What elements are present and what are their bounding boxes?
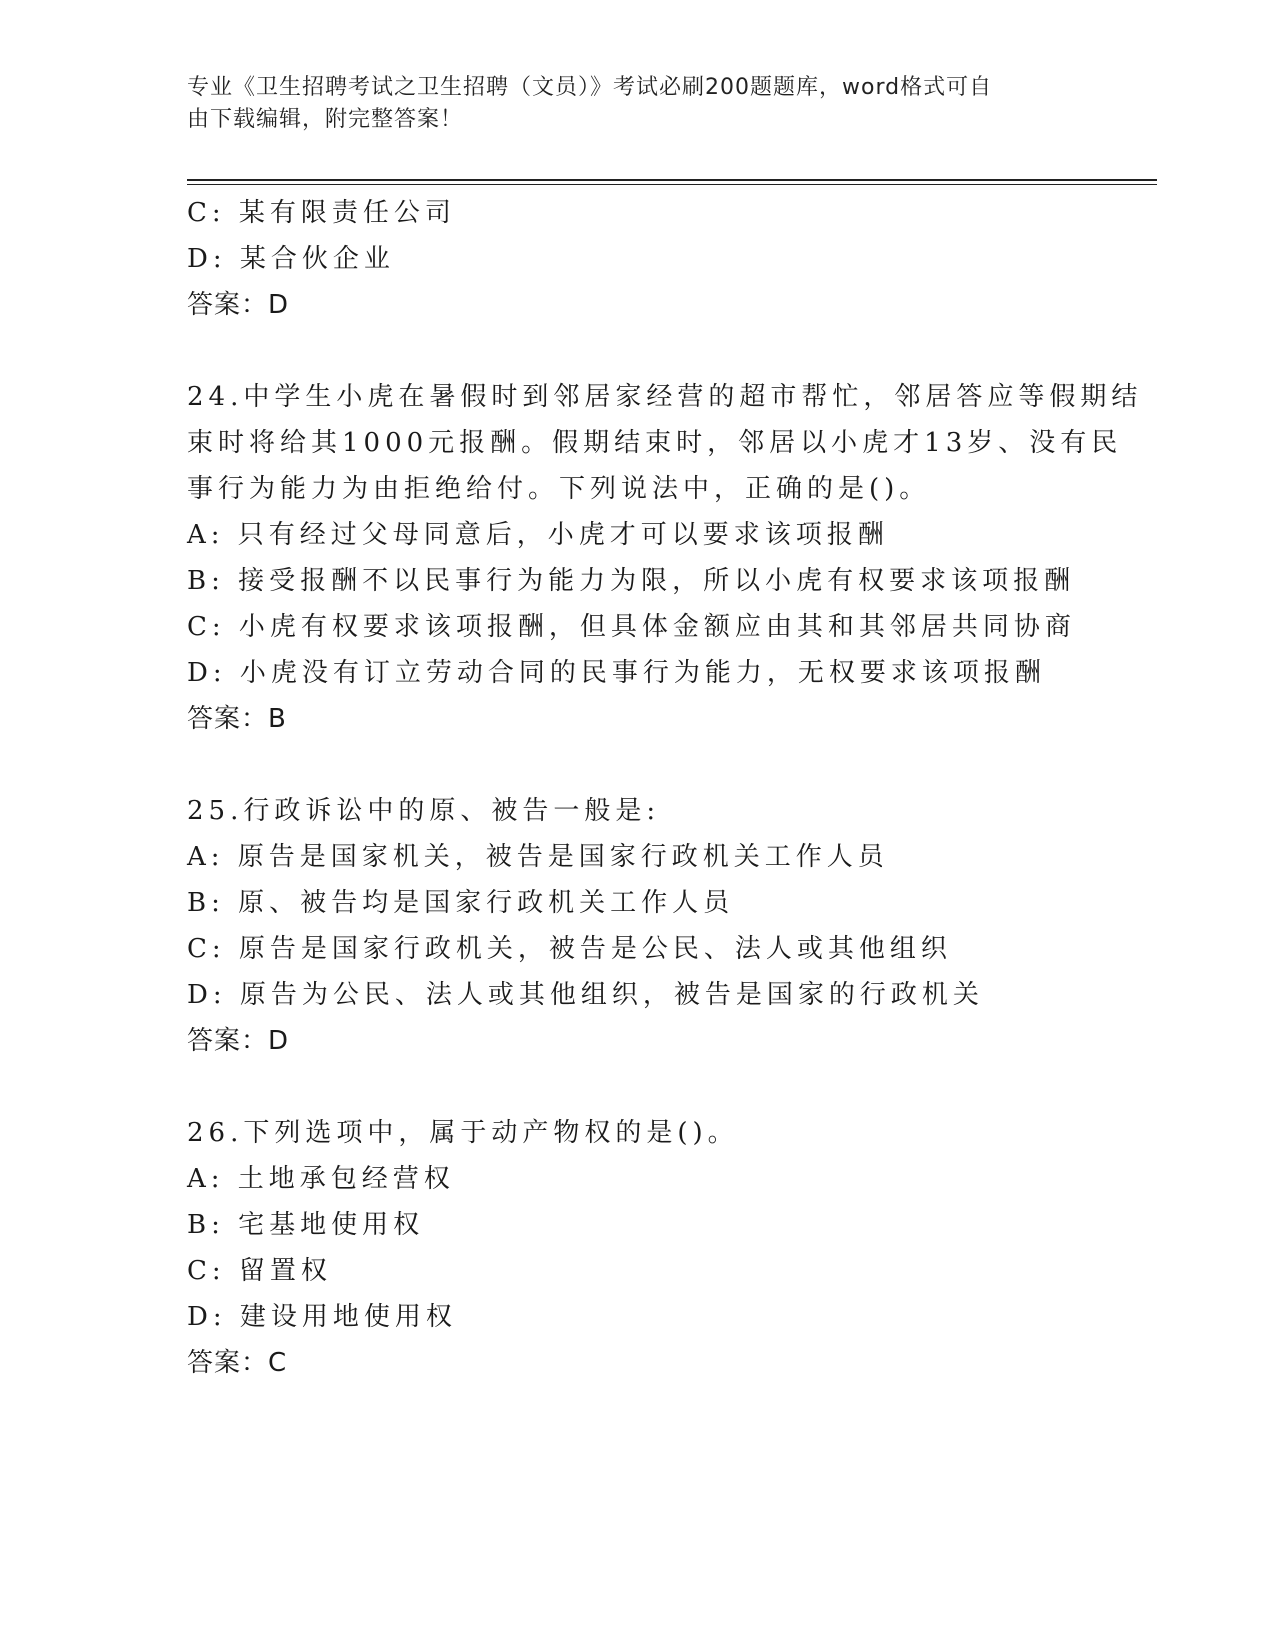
question-24 <box>187 374 1147 742</box>
answer-line: 答案：B <box>187 704 287 734</box>
continued-question <box>187 190 1147 328</box>
option-a: A: 原告是国家机关，被告是国家行政机关工作人员 <box>187 842 889 872</box>
answer-line: 答案：D <box>187 1026 290 1056</box>
question-stem-line: 24.中学生小虎在暑假时到邻居家经营的超市帮忙，邻居答应等假期结 <box>187 382 1143 412</box>
option-c: C: 留置权 <box>187 1256 332 1286</box>
question-stem-line: 25.行政诉讼中的原、被告一般是: <box>187 796 661 826</box>
option-d: D: 某合伙企业 <box>187 244 395 274</box>
option-b: B: 接受报酬不以民事行为能力为限，所以小虎有权要求该项报酬 <box>187 566 1076 596</box>
option-c: C: 小虎有权要求该项报酬，但具体金额应由其和其邻居共同协商 <box>187 612 1076 642</box>
option-a: A: 只有经过父母同意后，小虎才可以要求该项报酬 <box>187 520 889 550</box>
option-d: D: 小虎没有订立劳动合同的民事行为能力，无权要求该项报酬 <box>187 658 1046 688</box>
header-rule-thick <box>187 179 1157 181</box>
question-stem-line: 事行为能力为由拒绝给付。下列说法中，正确的是()。 <box>187 474 931 504</box>
header-rule-thin <box>187 184 1157 185</box>
option-c: C: 原告是国家行政机关，被告是公民、法人或其他组织 <box>187 934 952 964</box>
question-25 <box>187 788 1147 1064</box>
header-line-1: 专业《卫生招聘考试之卫生招聘（文员）》考试必刷200题题库，word格式可自 <box>187 75 993 100</box>
answer-line: 答案：D <box>187 290 290 320</box>
option-c: C: 某有限责任公司 <box>187 198 456 228</box>
option-b: B: 宅基地使用权 <box>187 1210 425 1240</box>
answer-line: 答案：C <box>187 1348 288 1378</box>
document-body <box>187 190 1147 1386</box>
question-26 <box>187 1110 1147 1386</box>
question-stem-line: 26.下列选项中，属于动产物权的是()。 <box>187 1118 739 1148</box>
document-header <box>187 72 1087 136</box>
option-d: D: 原告为公民、法人或其他组织，被告是国家的行政机关 <box>187 980 984 1010</box>
option-d: D: 建设用地使用权 <box>187 1302 457 1332</box>
option-b: B: 原、被告均是国家行政机关工作人员 <box>187 888 735 918</box>
header-line-2: 由下载编辑，附完整答案！ <box>187 107 464 132</box>
option-a: A: 土地承包经营权 <box>187 1164 455 1194</box>
question-stem-line: 束时将给其1000元报酬。假期结束时，邻居以小虎才13岁、没有民 <box>187 428 1123 458</box>
